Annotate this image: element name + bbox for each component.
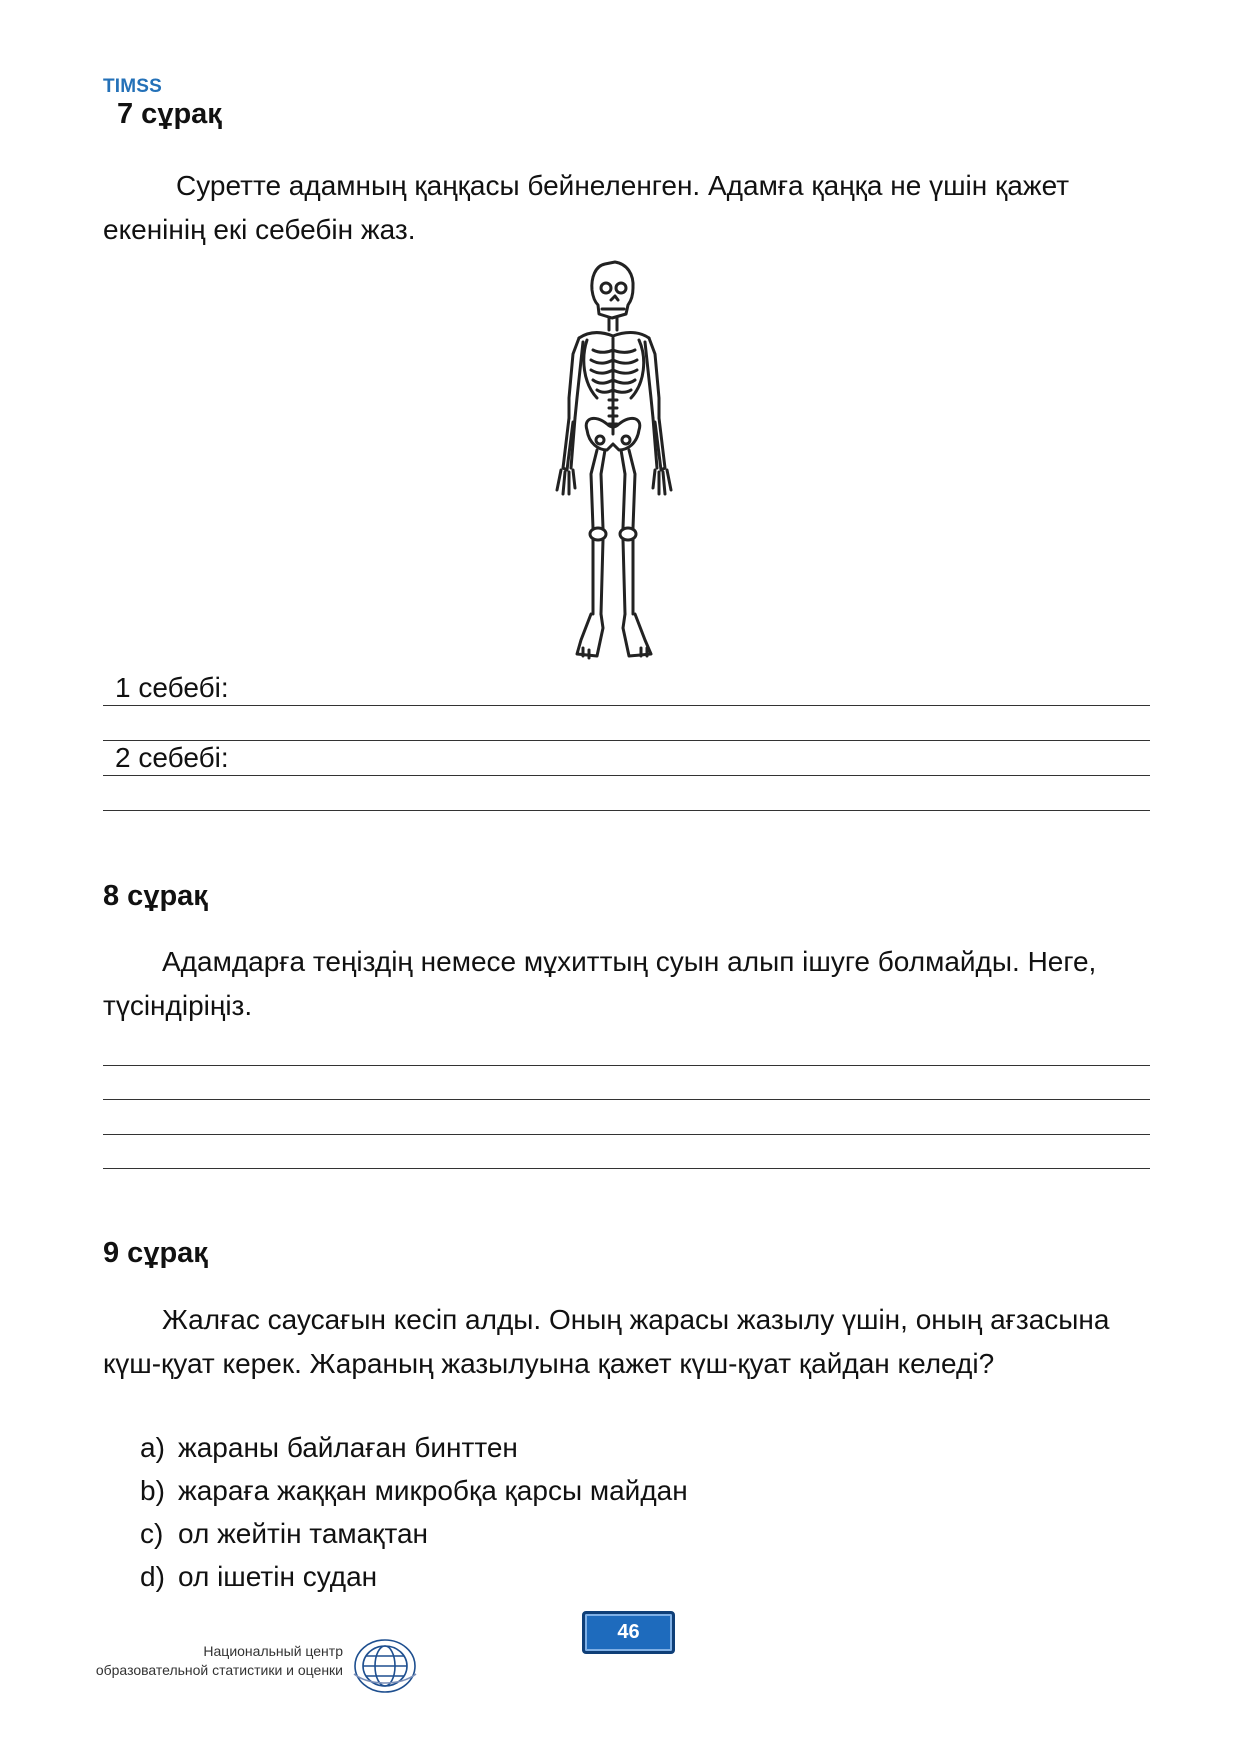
option-b-letter: b)	[140, 1475, 165, 1506]
page-number-badge: 46	[582, 1611, 675, 1654]
answer-line	[103, 1168, 1150, 1169]
question-7-text-line1: Суретте адамның қаңқасы бейнеленген. Адамға қаңқа не үшін қажет	[176, 170, 1070, 201]
question-9-title: 9 сұрақ	[103, 1237, 208, 1269]
footer-org-line1: Национальный центр	[203, 1643, 343, 1659]
question-8-title: 8 сұрақ	[103, 880, 208, 912]
option-c-text: ол жейтін тамақтан	[178, 1518, 429, 1549]
option-a-text: жараны байлаған бинттен	[178, 1432, 518, 1463]
option-a-letter: a)	[140, 1432, 165, 1463]
option-a[interactable]	[140, 1432, 518, 1464]
brand-label: TIMSS	[103, 76, 163, 97]
answer-line	[103, 810, 1150, 811]
option-c[interactable]	[140, 1518, 428, 1550]
option-b-text: жараға жаққан микробқа қарсы майдан	[178, 1475, 688, 1506]
answer-line	[103, 705, 1150, 706]
reason-1-label: 1 себебі:	[115, 672, 229, 703]
answer-line	[103, 775, 1150, 776]
answer-line	[103, 1099, 1150, 1100]
option-c-letter: c)	[140, 1518, 164, 1549]
option-b[interactable]	[140, 1475, 688, 1507]
skeleton-illustration	[553, 258, 687, 666]
question-9-text-line1: Жалғас саусағын кесіп алды. Оның жарасы жазылу үшін, оның ағзасына	[162, 1304, 1110, 1335]
option-d[interactable]	[140, 1561, 377, 1593]
footer-org-line2: образовательной статистики и оценки	[95, 1662, 343, 1678]
question-8-text-line1: Адамдарға теңіздің немесе мұхиттың суын алып ішуге болмайды. Неге,	[162, 946, 1097, 977]
answer-line	[103, 1065, 1150, 1066]
question-7-text-line2: екенінің екі себебін жаз.	[103, 214, 416, 245]
question-8-text-line2: түсіндіріңіз.	[103, 990, 253, 1021]
question-7-title: 7 сұрақ	[117, 98, 222, 130]
globe-logo-icon	[350, 1636, 420, 1696]
reason-2-label: 2 себебі:	[115, 742, 229, 773]
answer-line	[103, 1134, 1150, 1135]
option-d-text: ол ішетін судан	[178, 1561, 378, 1592]
question-9-text-line2: күш-қуат керек. Жараның жазылуына қажет күш-қуат қайдан келеді?	[103, 1348, 995, 1379]
option-d-letter: d)	[140, 1561, 165, 1592]
answer-line	[103, 740, 1150, 741]
footer-organization	[23, 1642, 343, 1680]
